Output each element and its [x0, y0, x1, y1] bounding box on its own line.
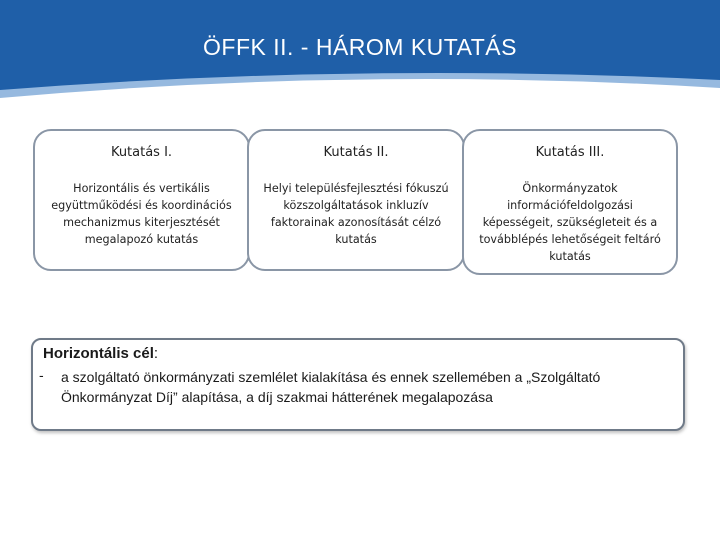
research-boxes	[33, 129, 678, 275]
goal-box	[31, 338, 685, 431]
research-box-3	[462, 129, 678, 275]
goal-text: a szolgáltató önkormányzati szemlélet kialakítása és ennek szellemében a „Szolgáltató Önkormányzat Díj” alapítása, a díj szakmai hátterének megalapozása	[61, 369, 601, 405]
research-box-1-title: Kutatás I.	[110, 145, 173, 160]
goal-bullet: -	[39, 367, 44, 383]
research-box-2-description: Helyi településfejlesztési fókuszú közszolgáltatások inkluzív faktorainak azonosítását célzó kutatás	[263, 182, 449, 246]
header-band	[0, 0, 720, 100]
research-box-2-title: Kutatás II.	[323, 145, 389, 160]
goal-label-bold: Horizontális cél	[43, 345, 154, 362]
research-box-1-description: Horizontális és vertikális együttműködési és koordinációs mechanizmus kiterjesztését megalapozó kutatás	[51, 182, 232, 246]
research-box-1	[33, 129, 250, 271]
page-title: ÖFFK II. - HÁROM KUTATÁS	[203, 34, 517, 60]
research-box-3-title: Kutatás III.	[535, 145, 605, 160]
goal-label	[43, 345, 158, 362]
research-box-2	[247, 129, 465, 271]
research-box-3-description: Önkormányzatok információfeldolgozási képességeit, szükségleteit és a továbblépés lehetőségeit feltáró kutatás	[479, 182, 661, 263]
goal-label-suffix: :	[153, 345, 159, 362]
